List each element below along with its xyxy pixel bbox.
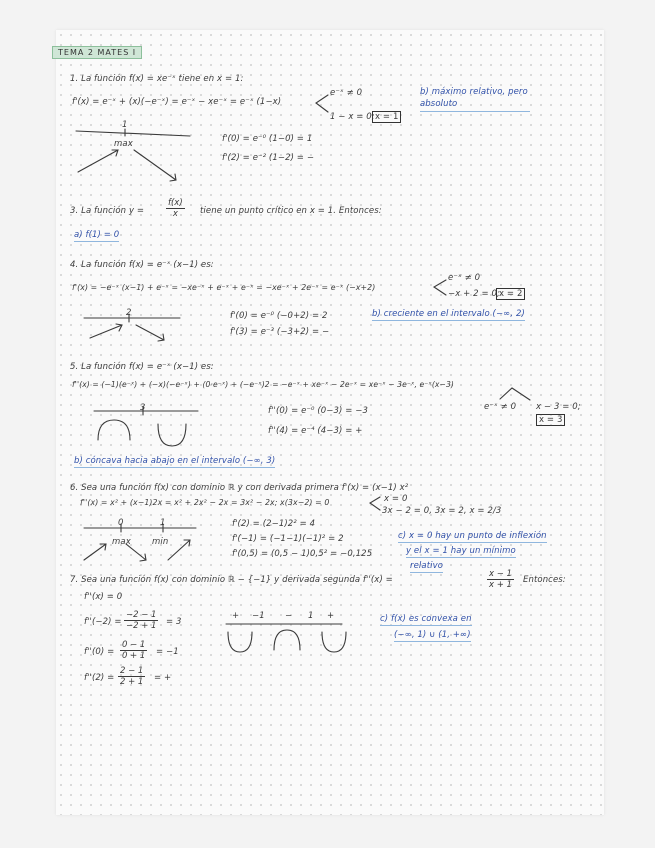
p5-branch — [500, 388, 530, 400]
p5-concave-up — [158, 424, 186, 446]
p1-branch-b: 1 − x = 0; — [330, 112, 375, 122]
p7-fraction-num: x − 1 — [489, 569, 512, 579]
p1-eval-1: f'(0) = e⁻⁰ (1−0) = 1 — [222, 134, 313, 144]
p6-brace — [370, 497, 380, 510]
p6-arrow-1 — [84, 544, 106, 560]
p6-tick-2: 1 — [160, 518, 166, 528]
p5-second-derivative: f''(x) = (−1)(e⁻ˣ) + (−x)(−e⁻ˣ) + (0·e⁻ˣ) + (−e⁻ˣ)2 = −e⁻ˣ + xe⁻ˣ − 2e⁻ˣ = xe⁻ˣ − 3e⁻ˣ, e⁻ˣ(x−3) — [72, 380, 454, 389]
p7-statement-a: 7. Sea una función f(x) con dominio ℝ − {−1} y derivada segunda f''(x) = — [70, 575, 393, 585]
p6-eval-3: f'(0,5) = (0,5 − 1)0,5² = −0,125 — [232, 549, 373, 559]
p6-branch-b: 3x − 2 = 0, 3x = 2, x = 2/3 — [382, 506, 502, 516]
p1-sign-line — [76, 131, 190, 136]
p6-label-max: max — [112, 537, 131, 547]
p5-root-box: x = 3 — [536, 414, 565, 426]
p7-sign-5: + — [327, 611, 335, 621]
p7-concave-up-2 — [322, 632, 346, 652]
p4-sign-tick: 2 — [126, 308, 132, 318]
p7-eval-1-b: = 3 — [166, 617, 182, 627]
p7-eval-3-den: 2 + 1 — [120, 677, 144, 687]
p4-statement: 4. La función f(x) = e⁻ˣ (x−1) es: — [70, 260, 214, 270]
p7-eval-3-b: = + — [154, 673, 172, 683]
p6-answer-line-1: c) x = 0 hay un punto de inflexión — [398, 531, 547, 541]
p6-arrow-3 — [168, 540, 190, 560]
p6-eval-2: f'(−1) = (−1−1)(−1)² = 2 — [232, 534, 344, 544]
p4-root-box: x = 2 — [496, 288, 525, 300]
p7-answer-line-2: (−∞, 1) ∪ (1, +∞) — [394, 630, 471, 640]
p7-eval-1-num: −2 − 1 — [126, 610, 157, 620]
page-title: TEMA 2 MATES I — [52, 46, 142, 59]
p7-eval-2-b: = −1 — [156, 647, 179, 657]
p1-arrow-up — [78, 150, 118, 172]
p7-sign-4: 1 — [308, 611, 314, 621]
p7-sign-2: −1 — [252, 611, 265, 621]
p4-branch-b: −x + 2 = 0; — [448, 289, 500, 299]
p1-derivative: f'(x) = e⁻ˣ + (x)(−e⁻ˣ) = e⁻ˣ − xe⁻ˣ = e⁻ˣ (1−x) — [72, 97, 282, 107]
p4-arrow-up — [90, 324, 122, 338]
p7-eval-3-num: 2 − 1 — [120, 666, 144, 676]
p3-answer: a) f(1) = 0 — [74, 230, 120, 240]
p1-branch-a: e⁻ˣ ≠ 0 — [330, 88, 363, 98]
p6-second-derivative: f''(x) = x² + (x−1)2x = x² + 2x² − 2x = 3x² − 2x; x(3x−2) = 0 — [80, 498, 330, 507]
p4-branch-a: e⁻ˣ ≠ 0 — [448, 273, 481, 283]
p4-eval-1: f'(0) = e⁻⁰ (−0+2) = 2 — [230, 311, 328, 321]
p5-statement: 5. La función f(x) = e⁻ˣ (x−1) es: — [70, 362, 214, 372]
p1-answer: b) máximo relativo, pero absoluto — [420, 86, 530, 112]
p4-derivative: f'(x) = −e⁻ˣ (x−1) + e⁻ˣ = −xe⁻ˣ + e⁻ˣ + e⁻ˣ = −xe⁻ˣ + 2e⁻ˣ = e⁻ˣ (−x+2) — [72, 283, 376, 292]
p3-fraction-num: f(x) — [168, 198, 183, 208]
p1-eval-2: f'(2) = e⁻² (1−2) = − — [222, 153, 315, 163]
p6-branch-a: x = 0 — [384, 494, 408, 504]
p7-answer-line-1: c) f(x) es convexa en — [380, 614, 472, 624]
p4-answer: b) creciente en el intervalo (−∞, 2) — [372, 309, 525, 319]
p3-statement-a: 3. La función y = — [70, 206, 145, 216]
p5-eval-2: f''(4) = e⁻⁴ (4−3) = + — [268, 426, 363, 436]
p7-eval-2-a: f''(0) = — [84, 647, 115, 657]
p3-fraction-den: x — [172, 209, 178, 219]
p6-arrow-2 — [126, 544, 146, 561]
p7-concave-down — [274, 630, 300, 650]
p6-label-min: min — [152, 537, 169, 547]
p1-brace — [316, 95, 328, 112]
p1-arrow-down — [134, 150, 176, 181]
p5-concave-down — [98, 420, 130, 440]
p7-fraction-den: x + 1 — [489, 580, 512, 590]
p4-arrow-down — [136, 325, 164, 341]
p5-eval-1: f''(0) = e⁻⁰ (0−3) = −3 — [268, 406, 368, 416]
p6-statement: 6. Sea una función f(x) con dominio ℝ y con derivada primera f'(x) = (x−1) x² — [70, 483, 409, 493]
p7-statement-b: Entonces: — [523, 575, 566, 585]
p7-eval-1-den: −2 + 1 — [126, 621, 157, 631]
p1-sign-tick: 1 — [122, 120, 128, 130]
p5-answer: b) cóncava hacia abajo en el intervalo (−∞, 3) — [74, 456, 276, 466]
p7-eval-3-a: f''(2) = — [84, 673, 115, 683]
p6-answer-line-3: relativo — [410, 561, 444, 571]
p7-eval-2-den: 0 + 1 — [122, 651, 146, 661]
p7-condition: f''(x) = 0 — [84, 592, 123, 602]
p6-eval-1: f'(2) = (2−1)2² = 4 — [232, 519, 316, 529]
p1-root-box: x = 1 — [372, 111, 401, 123]
p7-eval-2-num: 0 − 1 — [122, 640, 146, 650]
p1-sign-label: max — [114, 139, 133, 149]
p3-statement-b: tiene un punto crítico en x = 1. Entonces: — [200, 206, 382, 216]
p5-branch-a: e⁻ˣ ≠ 0 — [484, 402, 517, 412]
p5-branch-b: x − 3 = 0; — [536, 402, 581, 412]
p5-sign-tick: 3 — [140, 403, 146, 413]
p7-eval-1-a: f''(−2) = — [84, 617, 122, 627]
p7-concave-up-1 — [228, 632, 252, 652]
p4-brace — [434, 280, 446, 295]
p7-sign-3: − — [285, 611, 293, 621]
p6-answer-line-2: y el x = 1 hay un mínimo — [406, 546, 516, 556]
p1-statement: 1. La función f(x) = xe⁻ˣ tiene en x = 1: — [70, 74, 244, 84]
p7-sign-1: + — [232, 611, 240, 621]
p4-eval-2: f'(3) = e⁻³ (−3+2) = − — [230, 327, 330, 337]
p6-tick-1: 0 — [118, 518, 124, 528]
